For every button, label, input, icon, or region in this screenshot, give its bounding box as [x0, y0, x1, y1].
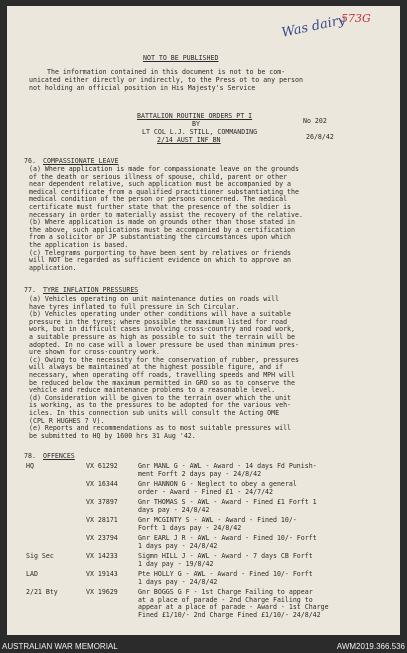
- text-line: at a place of parade - 2nd Charge Failing to: [138, 595, 313, 604]
- text-line: vehicle and reduce maintenance problems to a reasonable level.: [29, 386, 276, 395]
- section-77-body: [29, 296, 389, 440]
- footer-accession-number: AWM2019.366.536: [336, 642, 405, 651]
- text-line: a suitable pressure as high as possible to suit the terrain will be: [29, 332, 295, 341]
- offence-details: [138, 553, 313, 568]
- order-date: 26/8/42: [306, 133, 334, 141]
- text-line: the above, such applications must be accompanied by a certification: [29, 225, 295, 234]
- notice-line-3: not holding an official position in His Majesty's Service: [29, 84, 256, 92]
- offence-service-number: VX 28171: [86, 516, 118, 524]
- text-line: Forft 1 days pay - 24/8/42: [138, 523, 242, 532]
- offence-service-number: VX 37897: [86, 498, 118, 506]
- section-76-number: 76.: [24, 157, 36, 165]
- text-line: have tyres inflated to full pressure in Sch Circular.: [29, 302, 240, 311]
- offence-details: [138, 517, 297, 532]
- text-line: (b) Where application is made on grounds other than those stated in: [29, 218, 295, 227]
- offence-details: [138, 499, 317, 514]
- text-line: ure shown for cross-country work.: [29, 348, 161, 357]
- text-line: days pay - 24/8/42: [138, 505, 210, 514]
- text-line: be reduced below the maximum permitted in GRO so as to conserve the: [29, 378, 295, 387]
- text-line: the application is based.: [29, 240, 129, 249]
- offence-service-number: VX 23794: [86, 534, 118, 542]
- notice-line-1: The information contained in this document is not to be com-: [47, 68, 286, 76]
- section-78-number: 78.: [24, 452, 36, 460]
- text-line: Gnr BOGGS G F - 1st Charge Failing to appear: [138, 588, 313, 596]
- offence-unit: LAD: [26, 570, 38, 578]
- offence-details: [138, 463, 317, 478]
- order-number: No 202: [303, 117, 327, 125]
- restriction-heading: NOT TO BE PUBLISHED: [143, 54, 219, 62]
- footer-institution: AUSTRALIAN WAR MEMORIAL: [2, 642, 118, 651]
- text-line: 1 days pay - 24/8/42: [138, 577, 218, 586]
- text-line: Pte HOLLY G - AWL - Award - Fined 10/- Forft: [138, 570, 313, 578]
- offence-unit: 2/21 Bty: [26, 588, 58, 596]
- text-line: medical condition of the person or persons concerned. The medical: [29, 195, 288, 204]
- text-line: pressure in the tyres; where possible the maximum listed for road: [29, 317, 288, 326]
- handwritten-signature: Was dairy: [280, 12, 347, 41]
- section-77-title: TYRE INFLATION PRESSURES: [43, 286, 139, 294]
- text-line: adopted. In no case will a lower pressure be used than minimum pres-: [29, 340, 299, 349]
- offence-service-number: VX 61292: [86, 462, 118, 470]
- order-title-2: BY: [192, 120, 200, 128]
- section-77-number: 77.: [24, 286, 36, 294]
- text-line: necessary, when operating off roads, travelling speeds and MPH will: [29, 370, 295, 379]
- text-line: 1 day pay - 19/8/42: [138, 559, 214, 568]
- text-line: will always be maintained at the highest possible figure, and if: [29, 363, 284, 372]
- text-line: is working, as to the pressures to be adopted for the various veh-: [29, 401, 292, 410]
- text-line: (a) Where application is made for compassionate leave on the grounds: [29, 165, 299, 173]
- text-line: Gnr THOMAS S - AWL - Award - Fined £1 Forft 1: [138, 498, 317, 506]
- archive-footer: [0, 641, 407, 653]
- document-page: [7, 6, 400, 635]
- text-line: (c) Telegrams purporting to have been sent by relatives or friends: [29, 248, 292, 257]
- text-line: necessary in order to materially assist the recovery of the relative.: [29, 210, 303, 219]
- text-line: Fined £1/10/- 2nd Charge Fined £1/10/- 24/8/42: [138, 610, 321, 619]
- text-line: (CPL R HUGHES 7 V).: [29, 416, 105, 425]
- offence-unit: HQ: [26, 462, 34, 470]
- text-line: Gnr HANNON G - Neglect to obey a general: [138, 480, 297, 488]
- text-line: order - Award - Fined £1 - 24/7/42: [138, 487, 273, 496]
- text-line: certificate must further state that the presence of the soldier is: [29, 202, 292, 211]
- text-line: from a solicitor or JP substantiating the circumstances upon which: [29, 233, 292, 242]
- order-title-4: 2/14 AUST INF BN: [157, 136, 221, 144]
- offence-details: [138, 589, 329, 619]
- offence-details: [138, 571, 313, 586]
- text-line: application.: [29, 263, 77, 272]
- text-line: near dependent relative, such application must be accompanied by a: [29, 180, 292, 189]
- text-line: 1 days pay - 24/8/42: [138, 541, 218, 550]
- notice-line-2: unicated either directly or indirectly, to the Press ot to any person: [29, 76, 303, 84]
- text-line: medical certificate from a qualified practitioner substantiating the: [29, 187, 299, 196]
- offence-details: [138, 481, 297, 496]
- text-line: be submitted to HQ by 1600 hrs 31 Aug '42.: [29, 431, 196, 440]
- text-line: Gnr MANL G - AWL - Award - 14 days Fd Punish-: [138, 462, 317, 470]
- offence-unit: Sig Sec: [26, 552, 54, 560]
- text-line: (a) Vehicles operating on unit maintenance duties on roads will: [29, 295, 280, 303]
- text-line: of the death or serious illness of spouse, child, parent or other: [29, 172, 288, 181]
- offence-service-number: VX 16344: [86, 480, 118, 488]
- archive-number: 573G: [341, 12, 371, 25]
- text-line: work, but in difficult cases involving cross-country and road work,: [29, 325, 295, 334]
- text-line: Sigmn HILL J - AWL - Award - 7 days CB Forft: [138, 552, 313, 560]
- text-line: Gnr MCGINTY S - AWL - Award - Fined 10/-: [138, 516, 297, 524]
- text-line: (d) Consideration will be given to the terrain over which the unit: [29, 393, 292, 402]
- order-title-1: BATTALION ROUTINE ORDERS PT I: [137, 112, 253, 120]
- section-76-body: [29, 166, 389, 272]
- offence-service-number: VX 19143: [86, 570, 118, 578]
- section-78-title: OFFENCES: [43, 452, 75, 460]
- text-line: icles. In this connection sub units will consult the Acting OME: [29, 408, 280, 417]
- text-line: ment Forft 2 days pay - 24/8/42: [138, 469, 262, 478]
- offence-service-number: VX 19629: [86, 588, 118, 596]
- text-line: appear at a place of parade - Award - 1st Charge: [138, 603, 329, 612]
- order-title-3: LT COL L.J. STILL, COMMANDING: [142, 128, 258, 136]
- offence-service-number: VX 14233: [86, 552, 118, 560]
- offence-details: [138, 535, 317, 550]
- text-line: (e) Reports and recommendations as to most suitable pressures will: [29, 424, 292, 433]
- section-76-title: COMPASSIONATE LEAVE: [43, 157, 119, 165]
- text-line: Gnr EARL J R - AWL - Award - Fined 10/- Forft: [138, 534, 317, 542]
- text-line: will NOT be regarded as sufficient evidence on which to approve an: [29, 256, 292, 265]
- text-line: (b) Vehicles operating under other conditions will have a suitable: [29, 310, 292, 319]
- text-line: (c) Owing to the necessity for the conservation of rubber, pressures: [29, 355, 299, 364]
